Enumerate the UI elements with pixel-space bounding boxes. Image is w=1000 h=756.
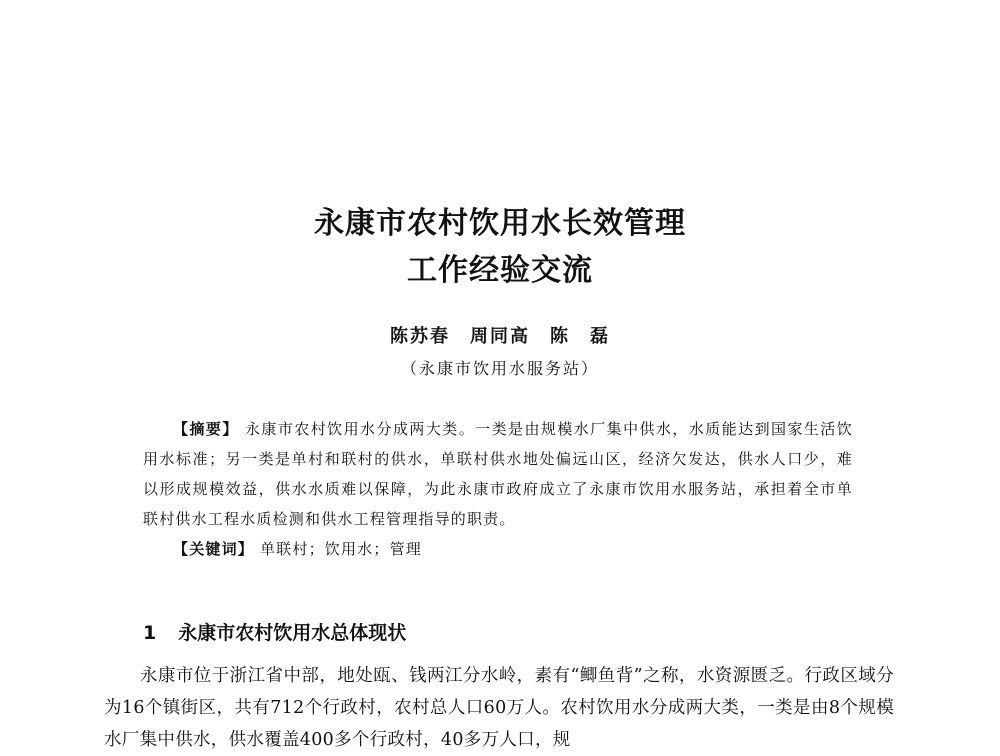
body-paragraph: 永康市位于浙江省中部，地处瓯、钱两江分水岭，素有“鲫鱼背”之称，水资源匮乏。行政区域分为16个镇街区，共有712个行政村，农村总人口60万人。农村饮用水分成两大类，一类是由8个规模水厂集中供水，供水覆盖400多个行政村，40多万人口，规: [104, 666, 894, 750]
keywords: [173, 538, 422, 559]
affiliation: （永康市饮用水服务站）: [400, 359, 599, 378]
section-number: 1: [143, 622, 157, 644]
keywords-text: 单联村；饮用水；管理: [259, 540, 422, 558]
paper-title-line-1: 永康市农村饮用水长效管理: [314, 206, 686, 241]
abstract: [143, 414, 853, 534]
authors: 陈苏春 周同高 陈 磊: [390, 326, 610, 347]
section-title: 永康市农村饮用水总体现状: [178, 622, 407, 644]
keywords-label: 【关键词】: [173, 540, 255, 558]
abstract-label: 【摘要】: [173, 420, 239, 438]
paper-title-line-2: 工作经验交流: [407, 253, 593, 288]
section-heading: [143, 618, 406, 645]
abstract-text: 永康市农村饮用水分成两大类。一类是由规模水厂集中供水，水质能达到国家生活饮用水标准；另一类是单村和联村的供水，单联村供水地处偏远山区，经济欠发达，供水人口少，难以形成规模效益，供水水质难以保障，为此永康市政府成立了永康市饮用水服务站，承担着全市单联村供水工程水质检测和供水工程管理指导的职责。: [143, 420, 854, 528]
